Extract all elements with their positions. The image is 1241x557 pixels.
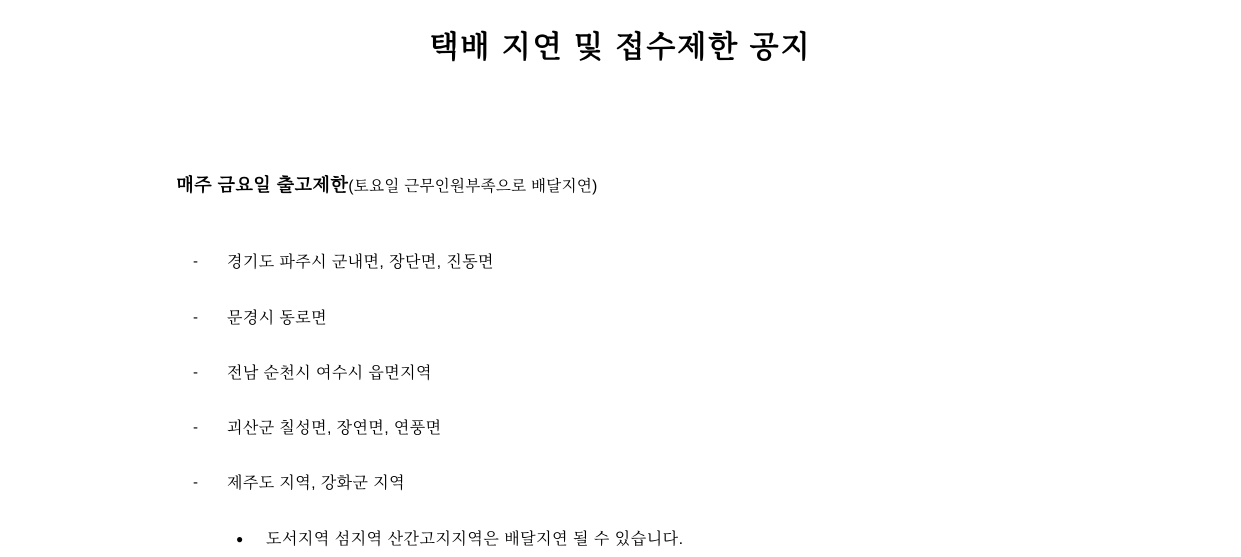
list-item-label: 괴산군 칠성면, 장연면, 연풍면 xyxy=(227,419,442,437)
dash-marker-icon: - xyxy=(193,474,198,492)
page-title: 택배 지연 및 접수제한 공지 xyxy=(429,31,812,64)
lead-heading-text: 매주 금요일 출고제한 xyxy=(176,175,349,196)
list-item xyxy=(148,309,1148,328)
dash-marker-icon: - xyxy=(193,308,198,326)
lead-paragraph xyxy=(148,155,1148,217)
restricted-region-list xyxy=(148,253,1148,549)
list-item-label: 도서지역 섬지역 산간고지지역은 배달지연 될 수 있습니다. xyxy=(266,531,684,549)
dash-marker-icon: - xyxy=(193,418,198,436)
list-item xyxy=(148,364,1148,383)
notice-body xyxy=(148,155,1148,550)
list-item xyxy=(148,253,1148,272)
list-item-label: 문경시 동로면 xyxy=(227,309,327,327)
lead-note-text: (토요일 근무인원부족으로 배달지연) xyxy=(348,178,598,196)
list-item xyxy=(148,474,1148,493)
list-item xyxy=(148,530,1148,549)
bullet-marker-icon: ● xyxy=(236,532,244,547)
list-item-label: 제주도 지역, 강화군 지역 xyxy=(227,475,405,493)
list-item-label: 전남 순천시 여수시 읍면지역 xyxy=(227,364,432,382)
dash-marker-icon: - xyxy=(193,253,198,271)
list-item xyxy=(148,419,1148,438)
list-item-label: 경기도 파주시 군내면, 장단면, 진동면 xyxy=(227,254,494,272)
dash-marker-icon: - xyxy=(193,363,198,381)
